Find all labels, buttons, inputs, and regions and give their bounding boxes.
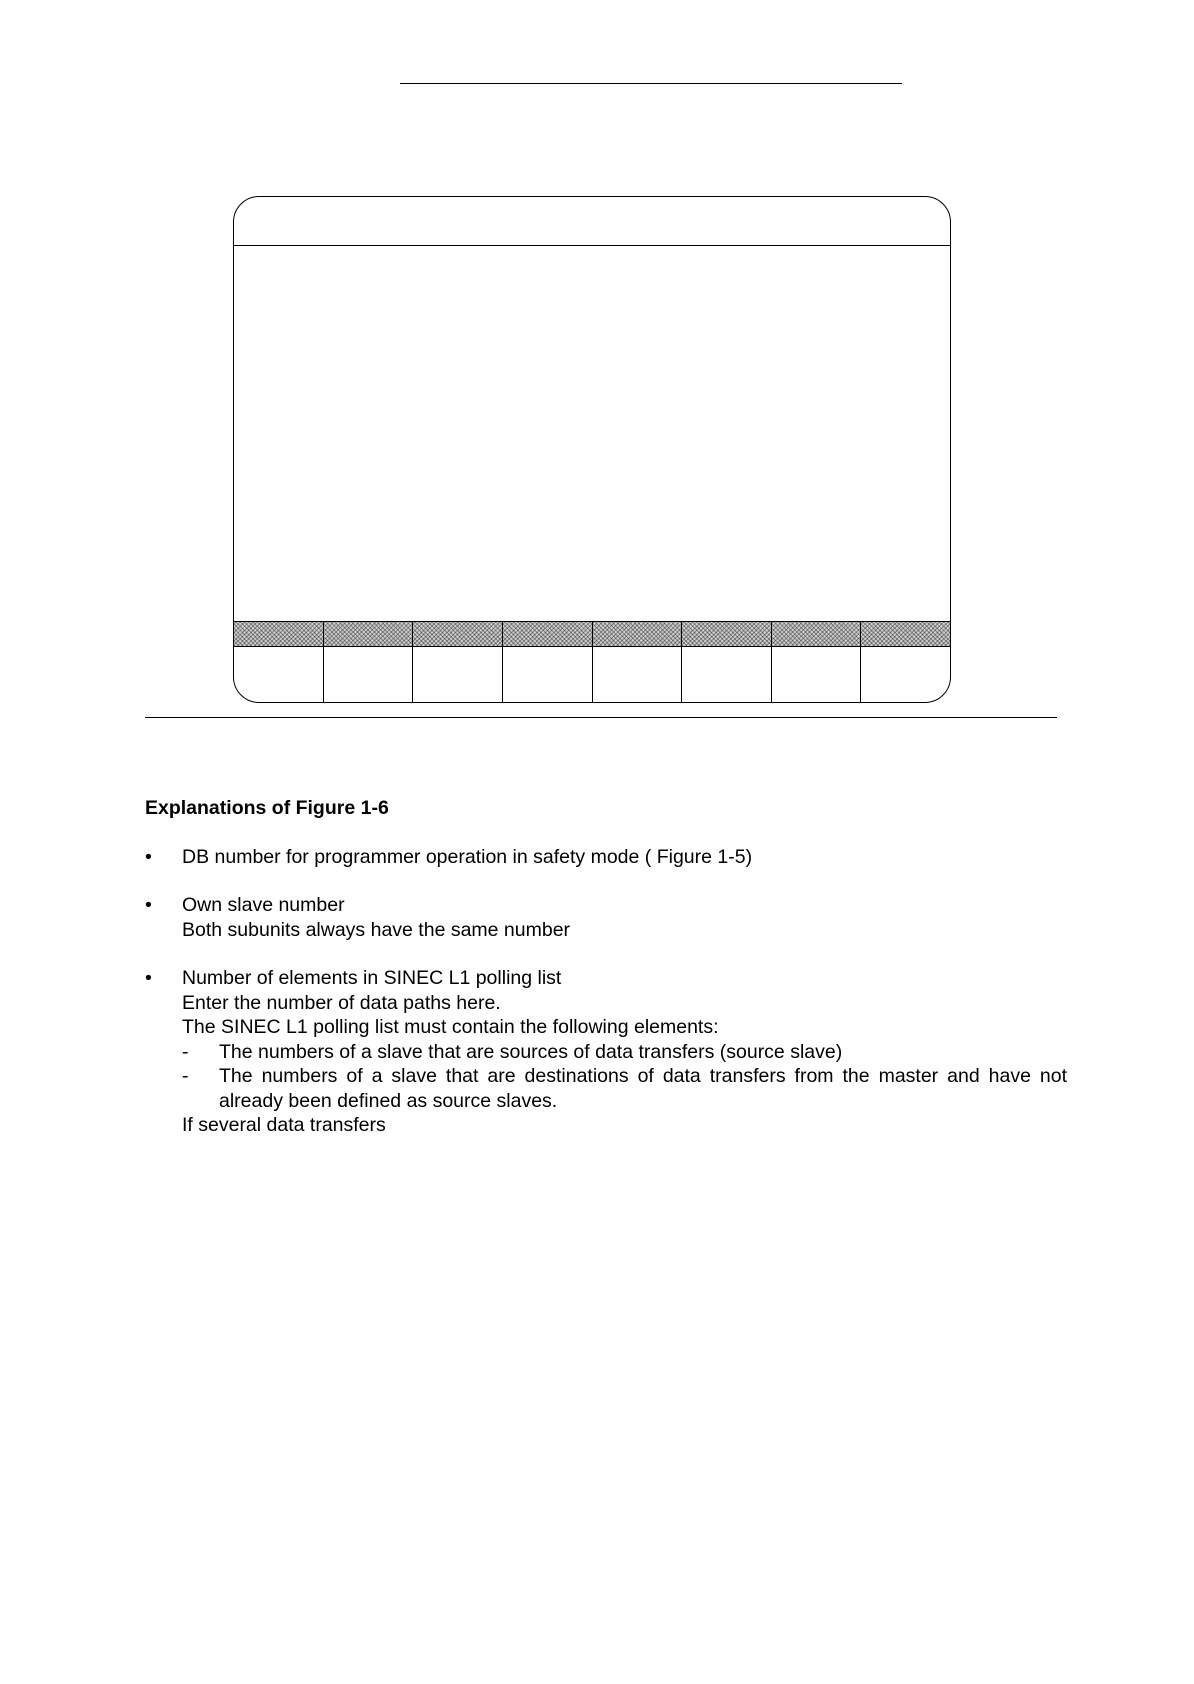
softkey-5 <box>592 621 682 703</box>
softkey-box <box>234 647 323 703</box>
bullet-icon: • <box>145 845 152 868</box>
explanation-item-polling-list <box>145 966 1067 1138</box>
item-text: If several data transfers <box>182 1114 386 1136</box>
item-text: Both subunits always have the same number <box>182 918 571 941</box>
programmer-screen-figure <box>233 196 951 703</box>
sub-item <box>182 1040 1067 1065</box>
softkey-bar <box>234 621 323 647</box>
softkey-row <box>234 621 950 703</box>
explanation-item-db-number <box>145 845 1067 870</box>
sub-item-text: The numbers of a slave that are sources of data transfers (source slave) <box>219 1040 843 1063</box>
sub-item <box>182 1064 1067 1113</box>
softkey-bar <box>413 621 502 647</box>
item-text: Enter the number of data paths here. <box>182 991 501 1014</box>
softkey-box <box>861 647 950 703</box>
explanations-heading: Explanations of Figure 1-6 <box>145 797 389 819</box>
bullet-icon: • <box>145 894 152 916</box>
top-rule <box>400 83 902 84</box>
softkey-box <box>413 647 502 703</box>
softkey-7 <box>771 621 861 703</box>
softkey-box <box>324 647 413 703</box>
item-text: The SINEC L1 polling list must contain the following elements: <box>182 1016 719 1038</box>
dash-marker: - <box>182 1040 189 1063</box>
softkey-box <box>503 647 592 703</box>
softkey-1 <box>234 621 323 703</box>
item-text: DB number for programmer operation in safety mode ( Figure 1-5) <box>182 845 753 868</box>
explanations-section <box>145 796 1067 1162</box>
softkey-box <box>593 647 682 703</box>
softkey-box <box>772 647 861 703</box>
softkey-8 <box>860 621 950 703</box>
softkey-bar <box>772 621 861 647</box>
sub-item-text: The numbers of a slave that are destinations of data transfers from the master and have not already been defined as source slaves. <box>219 1065 1067 1112</box>
bullet-icon: • <box>145 967 152 989</box>
softkey-3 <box>412 621 502 703</box>
item-text: Own slave number <box>182 894 345 916</box>
softkey-bar <box>324 621 413 647</box>
softkey-6 <box>681 621 771 703</box>
softkey-2 <box>323 621 413 703</box>
softkey-4 <box>502 621 592 703</box>
explanation-item-slave-number <box>145 893 1067 942</box>
softkey-bar <box>682 621 771 647</box>
softkey-box <box>682 647 771 703</box>
softkey-bar <box>593 621 682 647</box>
softkey-bar <box>861 621 950 647</box>
screen-header-divider <box>234 245 950 246</box>
dash-marker: - <box>182 1065 189 1087</box>
item-text: Number of elements in SINEC L1 polling list <box>182 967 562 989</box>
figure-bottom-rule <box>145 717 1057 718</box>
softkey-bar <box>503 621 592 647</box>
